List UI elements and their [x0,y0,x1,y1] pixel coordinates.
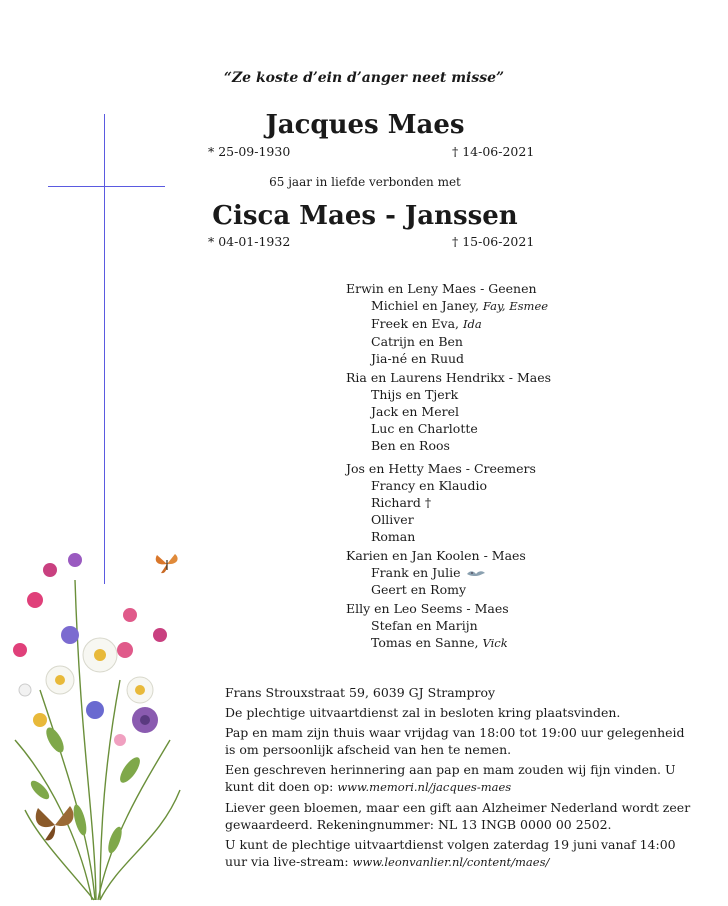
family-child: Geert en Romy [371,582,467,597]
visitation-info: Pap en mam zijn thuis waar vrijdag van 18:00 tot 19:00 uur gelegenheid is om persoonlijk afscheid van hen te nemen. [225,725,685,757]
family-child: Thijs en Tjerk [371,387,459,402]
family-group [346,600,551,652]
family-child: Jack en Merel [371,404,460,419]
family-group [346,460,551,545]
person2-birth-date: * 04-01-1932 [208,234,291,249]
married-text: 65 jaar in liefde verbonden met [269,175,461,189]
family-group [346,280,551,367]
family-group [346,547,551,598]
livestream-link[interactable]: www.leonvanlier.nl/content/maes/ [352,855,550,869]
family-child: Olliver [371,512,414,527]
quote: “Ze koste d’ein d’anger neet misse” [223,70,505,86]
family-child: Luc en Charlotte [371,421,478,436]
family-head: Erwin en Leny Maes - Geenen [346,281,537,296]
family-child: Frank en Julie [346,564,551,581]
family-child: Tomas en Sanne, Vick [371,635,508,650]
family-head: Ria en Laurens Hendrikx - Maes [346,370,552,385]
person1-birth-date: * 25-09-1930 [208,144,291,159]
address: Frans Strouxstraat 59, 6039 GJ Stramproy [225,685,496,700]
person2-name: Cisca Maes - Janssen [212,201,518,231]
family-child: Stefan en Marijn [371,618,478,633]
family-head: Elly en Leo Seems - Maes [346,601,509,616]
person2-death-date: † 15-06-2021 [452,234,535,249]
cross-horizontal-line [48,186,165,187]
memori-info: Een geschreven herinnering aan pap en mam zouden wij fijn vinden. U kunt dit doen op: www.memori.nl/jacques-maes [225,762,676,794]
family-head: Jos en Hetty Maes - Creemers [346,461,536,476]
family-child: Roman [371,529,416,544]
family-child: Francy en Klaudio [371,478,487,493]
family-head: Karien en Jan Koolen - Maes [346,548,526,563]
bird-icon [465,568,487,580]
family-group [346,369,551,454]
family-child: Richard † [371,495,432,510]
flower-bouquet-illustration [0,540,200,906]
family-child: Ben en Roos [371,438,450,453]
family-child: Freek en Eva, Ida [371,316,482,331]
family-child: Jia-né en Ruud [371,351,465,366]
livestream-info: U kunt de plechtige uitvaartdienst volgen zaterdag 19 juni vanaf 14:00 uur via live-stream: www.leonvanlier.nl/content/maes/ [225,837,676,869]
donation-info: Liever geen bloemen, maar een gift aan Alzheimer Nederland wordt zeer gewaardeerd. Rekeningnummer: NL 13 INGB 0000 00 2502. [225,800,691,832]
family-list [346,280,551,654]
footer-info [225,684,695,874]
family-child: Catrijn en Ben [371,334,463,349]
family-child: Michiel en Janey, Fay, Esmee [371,298,549,313]
service-info: De plechtige uitvaartdienst zal in besloten kring plaatsvinden. [225,705,621,720]
person1-name: Jacques Maes [265,110,465,140]
cross-vertical-line [104,114,105,584]
person1-death-date: † 14-06-2021 [452,144,535,159]
memori-link[interactable]: www.memori.nl/jacques-maes [337,780,512,794]
